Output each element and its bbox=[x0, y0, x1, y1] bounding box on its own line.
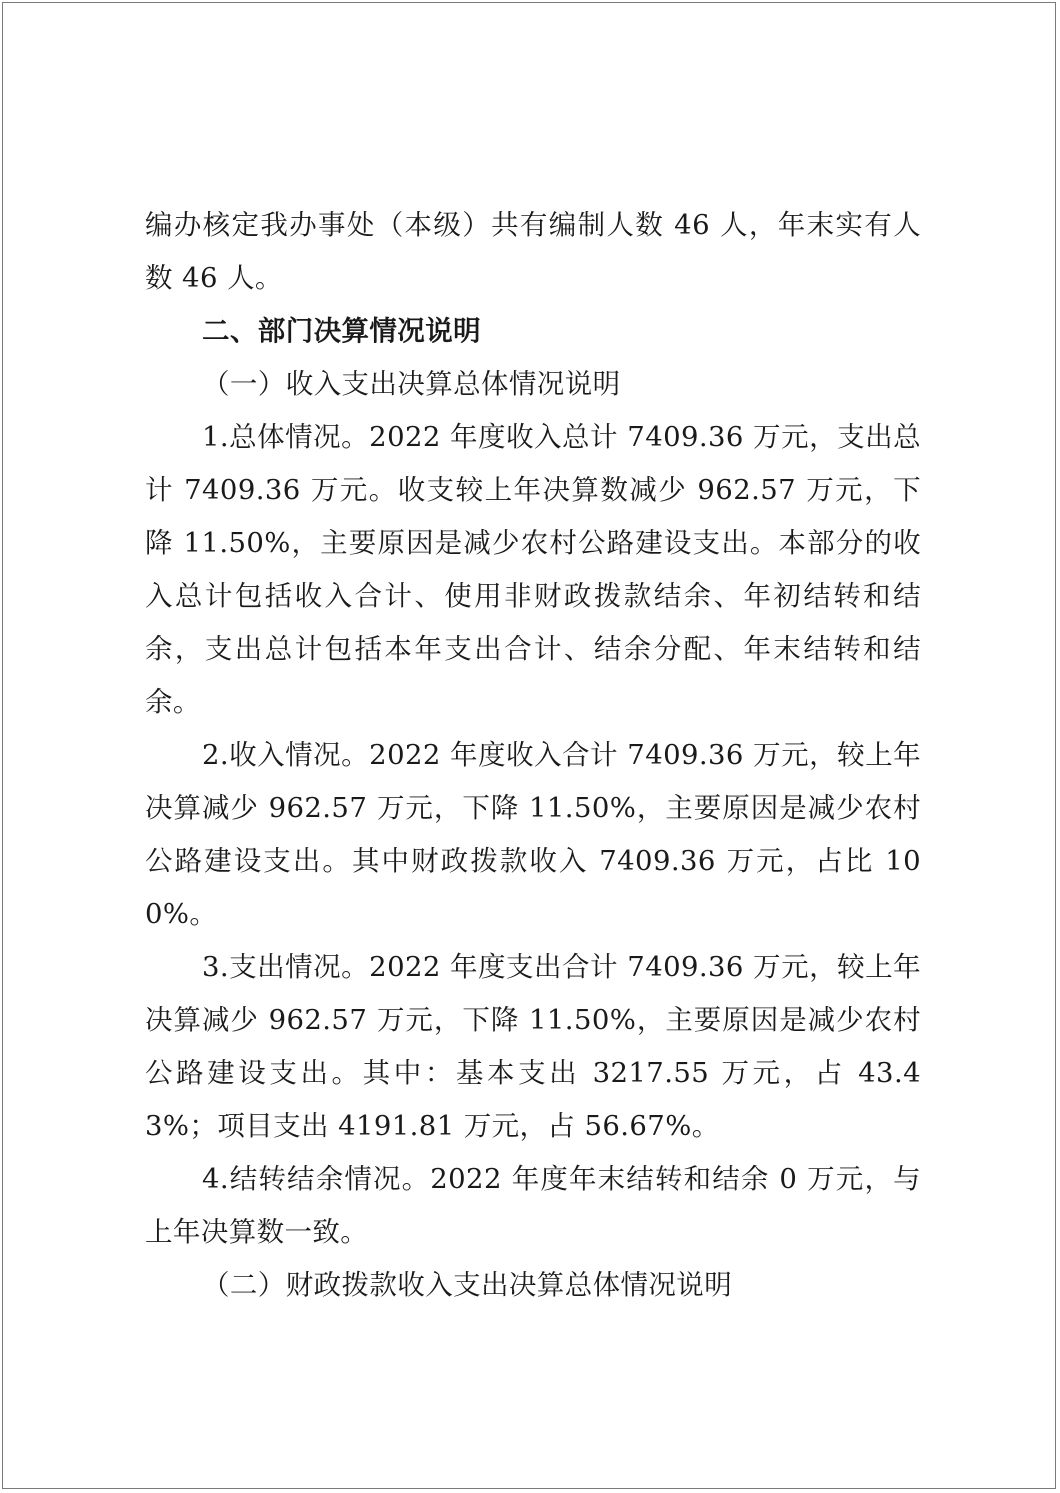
document-page bbox=[2, 2, 1056, 1489]
document-body bbox=[145, 199, 921, 1312]
subsection-heading-2: （二）财政拨款收入支出决算总体情况说明 bbox=[202, 1269, 733, 1301]
section-heading-2: 二、部门决算情况说明 bbox=[202, 315, 481, 347]
subsection-heading-1: （一）收入支出决算总体情况说明 bbox=[202, 368, 621, 400]
expenditure-paragraph: 3.支出情况。2022 年度支出合计 7409.36 万元，较上年决算减少 962.57 万元，下降 11.50%，主要原因是减少农村公路建设支出。其中：基本支出 3217.55 万元，占 43.43%；项目支出 4191.81 万元，占 56.67%。 bbox=[145, 951, 921, 1142]
staffing-paragraph: 编办核定我办事处（本级）共有编制人数 46 人，年末实有人数 46 人。 bbox=[145, 209, 921, 294]
overall-paragraph: 1.总体情况。2022 年度收入总计 7409.36 万元，支出总计 7409.36 万元。收支较上年决算数减少 962.57 万元，下降 11.50%，主要原因是减少农村公路建设支出。本部分的收入总计包括收入合计、使用非财政拨款结余、年初结转和结余，支出总计包括本年支出合计、结余分配、年末结转和结余。 bbox=[145, 421, 921, 718]
income-paragraph: 2.收入情况。2022 年度收入合计 7409.36 万元，较上年决算减少 962.57 万元，下降 11.50%，主要原因是减少农村公路建设支出。其中财政拨款收入 7409.36 万元，占比 100%。 bbox=[145, 739, 921, 930]
carryover-paragraph: 4.结转结余情况。2022 年度年末结转和结余 0 万元，与上年决算数一致。 bbox=[145, 1163, 921, 1248]
